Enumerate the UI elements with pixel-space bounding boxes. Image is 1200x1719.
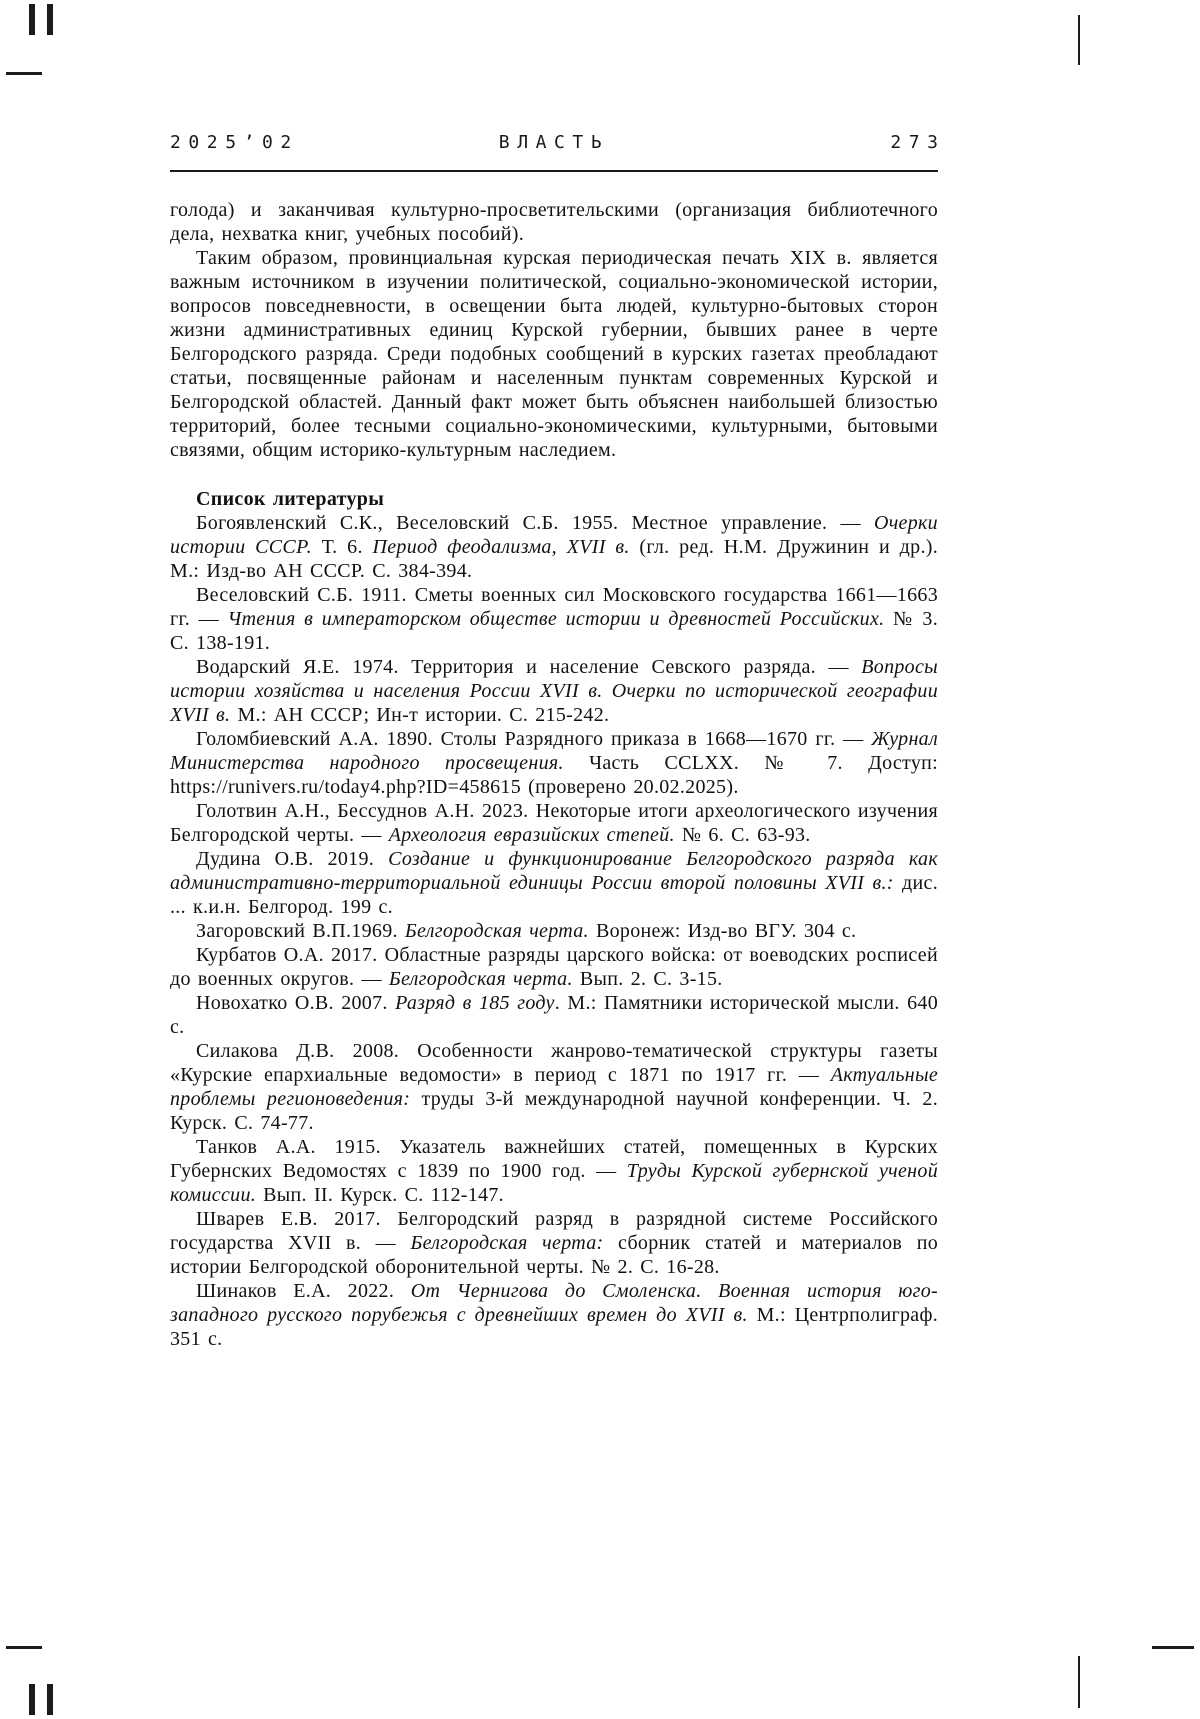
reference-text: (гл. ред. Н.М. Дружинин и др.). М.: Изд-во АН СССР. С. 384-394.: [170, 536, 939, 582]
reference-title-italic: Белгородская черта:: [410, 1232, 604, 1254]
reference-title-italic: От Чернигова до Смоленска. Военная история юго-западного русского порубежья с древнейших времен до XVII в.: [170, 1280, 938, 1326]
reference-text: сборник статей и материалов по истории Белгородской оборонительной черты. № 2. С. 16-28.: [170, 1232, 939, 1278]
header-rule: [170, 170, 938, 172]
reference-entry: [170, 727, 938, 799]
reference-text: Загоровский В.П.1969.: [196, 920, 405, 942]
reference-text: Силакова Д.В. 2008. Особенности жанрово-тематической структуры газеты «Курские епархиальные ведомости» в период с 1871 по 1917 гг. —: [170, 1040, 938, 1086]
reference-entry: [170, 655, 938, 727]
running-header: [170, 132, 946, 162]
reference-entry: [170, 583, 938, 655]
reference-entry: [170, 799, 938, 847]
crop-mark-top-left-horizontal: [6, 72, 42, 75]
reference-text: Новохатко О.В. 2007.: [196, 992, 396, 1014]
issue-label: 2025’02: [170, 132, 299, 153]
reference-text: Веселовский С.Б. 1911. Сметы военных сил Московского государства 1661—1663 гг. —: [170, 584, 938, 630]
crop-mark-top-left-bar-2: [47, 4, 53, 35]
article-text: [170, 198, 938, 1351]
reference-title-italic: Труды Курской губернской ученой комиссии.: [170, 1160, 938, 1206]
reference-text: Часть CCLXX. № 7. Доступ: https://runivers.ru/today4.php?ID=458615 (проверено 20.02.2025).: [170, 752, 938, 798]
reference-title-italic: Создание и функционирование Белгородского разряда как административно-территориальной единицы России второй половины XVII в.:: [170, 848, 938, 894]
reference-entry: [170, 1135, 938, 1207]
page-content-column: [170, 132, 946, 1351]
reference-entry: [170, 943, 938, 991]
crop-mark-bottom-right-horizontal: [1152, 1646, 1194, 1649]
reference-entry: [170, 1039, 938, 1135]
reference-entry: [170, 1279, 938, 1351]
reference-text: № 6. С. 63-93.: [674, 824, 811, 846]
references-heading: Список литературы: [196, 488, 385, 510]
reference-entry: [170, 991, 938, 1039]
reference-title-italic: Актуальные проблемы регионоведения:: [170, 1064, 938, 1110]
reference-title-italic: Журнал Министерства народного просвещения.: [170, 728, 938, 774]
reference-text: Водарский Я.Е. 1974. Территория и население Севского разряда. —: [196, 656, 862, 678]
references-list: [170, 511, 938, 1351]
reference-text: труды 3-й международной научной конференции. Ч. 2. Курск. С. 74-77.: [170, 1088, 938, 1134]
crop-mark-top-right-vertical: [1078, 15, 1080, 65]
reference-text: Дудина О.В. 2019.: [196, 848, 389, 870]
crop-mark-bottom-left-horizontal: [6, 1646, 42, 1649]
reference-title-italic: Археология евразийских степей.: [388, 824, 675, 846]
reference-entry: [170, 919, 938, 943]
reference-title-italic: Чтения в императорском обществе истории и древностей Российских.: [227, 608, 885, 630]
paragraph-continuation: голода) и заканчивая культурно-просветительскими (организация библиотечного дела, нехватка книг, учебных пособий).: [170, 199, 938, 245]
reference-title-italic: Очерки истории СССР.: [170, 512, 938, 558]
crop-mark-bottom-right-vertical: [1078, 1656, 1080, 1708]
crop-mark-bottom-left-bar-1: [29, 1684, 35, 1715]
reference-text: Богоявленский С.К., Веселовский С.Б. 1955. Местное управление. —: [196, 512, 874, 534]
reference-text: Вып. 2. С. 3-15.: [572, 968, 723, 990]
reference-text: № 3. С. 138-191.: [170, 608, 939, 654]
reference-text: Курбатов О.А. 2017. Областные разряды царского войска: от воеводских росписей до военных округов. —: [170, 944, 938, 990]
page-number: 273: [890, 132, 946, 153]
reference-text: Воронеж: Изд-во ВГУ. 304 с.: [588, 920, 857, 942]
paragraph: Таким образом, провинциальная курская периодическая печать XIX в. является важным источником в изучении политической, социально-экономической истории, вопросов повседневности, в освещении быта людей, культурно-бытовых сторон жизни административных единиц Курской губернии, бывших ранее в черте Белгородского разряда. Среди подобных сообщений в курских газетах преобладают статьи, посвященные районам и населенным пунктам современных Курской и Белгородской областей. Данный факт может быть объяснен наибольшей близостью территорий, более тесными социально-экономическими, культурными, бытовыми связями, общим историко-культурным наследием.: [170, 247, 938, 461]
reference-title-italic: Разряд в 185 году: [395, 992, 555, 1014]
reference-entry: [170, 511, 938, 583]
reference-text: Шинаков Е.А. 2022.: [196, 1280, 411, 1302]
reference-entry: [170, 1207, 938, 1279]
reference-text: . М.: Памятники исторической мысли. 640 с.: [170, 992, 938, 1038]
reference-text: М.: Центрполиграф. 351 с.: [170, 1304, 939, 1350]
journal-title: ВЛАСТЬ: [498, 132, 610, 153]
crop-mark-top-left-bar-1: [29, 4, 35, 35]
reference-text: Танков А.А. 1915. Указатель важнейших статей, помещенных в Курских Губернских Ведомостях с 1839 по 1900 год. —: [170, 1136, 938, 1182]
reference-title-italic: Период феодализма, XVII в.: [372, 536, 630, 558]
reference-title-italic: Вопросы истории хозяйства и населения России XVII в. Очерки по исторической географии XVII в.: [170, 656, 938, 726]
reference-text: Голомбиевский А.А. 1890. Столы Разрядного приказа в 1668—1670 гг. —: [196, 728, 872, 750]
reference-text: дис. ... к.и.н. Белгород. 199 с.: [170, 872, 938, 918]
reference-title-italic: Белгородская черта.: [388, 968, 573, 990]
reference-entry: [170, 847, 938, 919]
reference-text: Шварев Е.В. 2017. Белгородский разряд в разрядной системе Российского государства XVII в. —: [170, 1208, 938, 1254]
reference-text: Вып. II. Курск. С. 112-147.: [256, 1184, 504, 1206]
reference-text: М.: АН СССР; Ин-т истории. С. 215-242.: [230, 704, 610, 726]
reference-text: Голотвин А.Н., Бессуднов А.Н. 2023. Некоторые итоги археологического изучения Белгородской черты. —: [170, 800, 938, 846]
reference-text: Т. 6.: [311, 536, 373, 558]
crop-mark-bottom-left-bar-2: [47, 1684, 53, 1715]
reference-title-italic: Белгородская черта.: [404, 920, 589, 942]
